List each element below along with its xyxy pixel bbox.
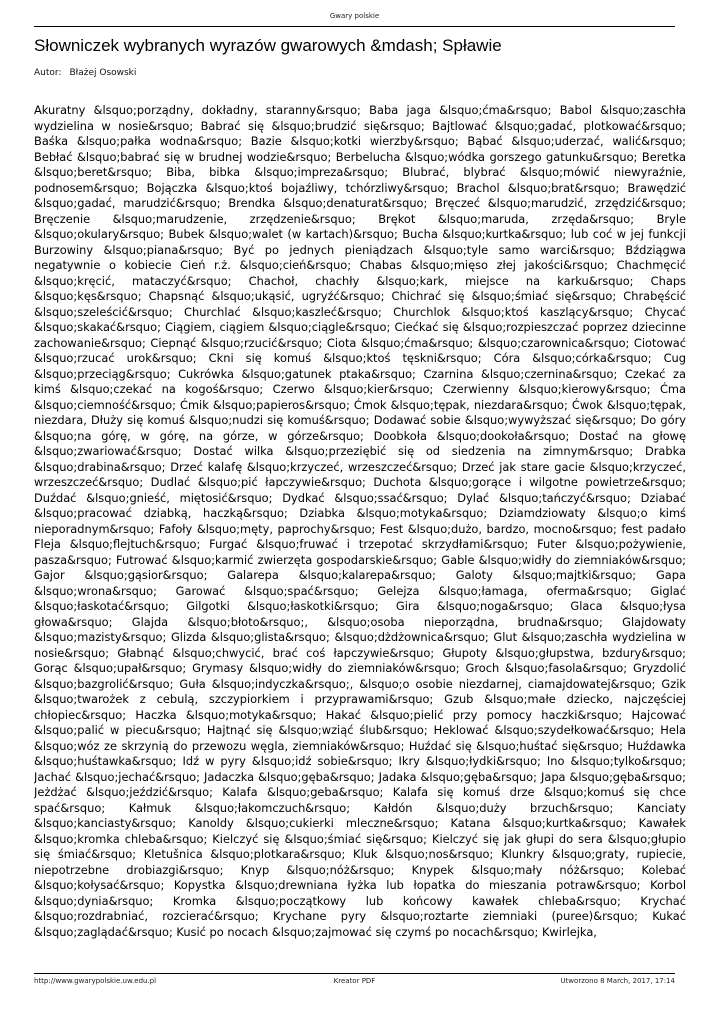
footer-divider xyxy=(34,973,675,974)
header-divider xyxy=(34,26,675,27)
footer-url-link[interactable]: http://www.gwarypolskie.uw.edu.pl xyxy=(34,977,157,985)
running-header: Gwary polskie xyxy=(329,12,380,20)
page-footer xyxy=(34,977,675,989)
page-title: Słowniczek wybranych wyrazów gwarowych &mdash; Spławie xyxy=(34,36,502,55)
footer-generator: Kreator PDF xyxy=(333,977,376,985)
glossary-body: Akuratny &lsquo;porządny, dokładny, staranny&rsquo; Baba jaga &lsquo;ćma&rsquo; Babol &lsquo;zaschła wydzielina w nosie&rsquo; Babrać się &lsquo;brudzić się&rsquo; Bajtlować &lsquo;gadać, plotkować&rsquo; Baśka &lsquo;pałka wodna&rsquo; Bazie &lsquo;kotki wierzby&rsquo; Bąbać &lsquo;uderzać, walić&rsquo; Bebłać &lsquo;babrać się w brudnej wodzie&rsquo; Berbelucha &lsquo;wódka gorszego gatunku&rsquo; Beretka &lsquo;beret&rsquo; Biba, bibka &lsquo;impreza&rsquo; Blubrać, blybrać &lsquo;mówić niewyraźnie, podnosem&rsquo; Bojączka &lsquo;ktoś bojaźliwy, tchórzliwy&rsquo; Brachol &lsquo;brat&rsquo; Brawędzić &lsquo;gadać, marudzić&rsquo; Brendka &lsquo;denaturat&rsquo; Bręczeć &lsquo;marudzić, zrzędzić&rsquo; Bręczenie &lsquo;marudzenie, zrzędzenie&rsquo; Brękot &lsquo;maruda, zrzęda&rsquo; Bryle &lsquo;okulary&rsquo; Bubek &lsquo;walet (w kartach)&rsquo; Bucha &lsquo;kurtka&rsquo; lub coć w jej funkcji Burzowiny &lsquo;piana&rsquo; Być po jednych pieniądzach &lsquo;tyle samo warci&rsquo; Bździągwa negatywnie o kobiecie Cień r.ż. &lsquo;cień&rsquo; Chabas &lsquo;mięso złej jakości&rsquo; Chachmęcić &lsquo;kręcić, mataczyć&rsquo; Chachoł, chachły &lsquo;kark, miejsce na karku&rsquo; Chaps &lsquo;kęs&rsquo; Chapsnąć &lsquo;ukąsić, ugryźć&rsquo; Chichrać się &lsquo;śmiać się&rsquo; Chrabęścić &lsquo;szeleścić&rsquo; Churchlać &lsquo;kaszleć&rsquo; Churchlok &lsquo;ktoś kaszlący&rsquo; Chycać &lsquo;skakać&rsquo; Ciągiem, ciągiem &lsquo;ciągle&rsquo; Ciećkać się &lsquo;rozpieszczać poprzez dziecinne zachowanie&rsquo; Ciepnąć &lsquo;rzucić&rsquo; Ciota &lsquo;ćma&rsquo; &lsquo;czarownica&rsquo; Ciotować &lsquo;rzucać urok&rsquo; Ckni się komuś &lsquo;ktoś tęskni&rsquo; Córa &lsquo;córka&rsquo; Cug &lsquo;przeciąg&rsquo; Cukrówka &lsquo;gatunek ptaka&rsquo; Czarnina &lsquo;czernina&rsquo; Czekać za kimś &lsquo;czekać na kogoś&rsquo; Czerwo &lsquo;kier&rsquo; Czerwienny &lsquo;kierowy&rsquo; Ćma &lsquo;ciemność&rsquo; Ćmik &lsquo;papieros&rsquo; Ćmok &lsquo;tępak, niezdara&rsquo; Ćwok &lsquo;tępak, niezdara, Dłuży się komuś &lsquo;nudzi się komuś&rsquo; Dodawać sobie &lsquo;wywyższać się&rsquo; Do góry &lsquo;na górę, w górę, na górze, w górze&rsquo; Doobkoła &lsquo;dookoła&rsquo; Dostać na głowę &lsquo;zwariować&rsquo; Dostać wilka &lsquo;przeziębić się od siedzenia na zimnym&rsquo; Drabka &lsquo;drabina&rsquo; Drzeć kalafę &lsquo;krzyczeć, wrzeszczeć&rsquo; Drzeć jak stare gacie &lsquo;krzyczeć, wrzeszczeć&rsquo; Dudlać &lsquo;pić łapczywie&rsquo; Duchota &lsquo;gorące i wilgotne powietrze&rsquo; Duźdać &lsquo;gnieść, miętosić&rsquo; Dydkać &lsquo;ssać&rsquo; Dylać &lsquo;tańczyć&rsquo; Dziabać &lsquo;pracować dziabką, haczką&rsquo; Dziabka &lsquo;motyka&rsquo; Dziamdziowaty &lsquo;o kimś nieporadnym&rsquo; Fafoły &lsquo;męty, paprochy&rsquo; Fest &lsquo;dużo, bardzo, mocno&rsquo; fest padało Fleja &lsquo;flejtuch&rsquo; Furgać &lsquo;fruwać i trzepotać skrzydłami&rsquo; Futer &lsquo;pożywienie, pasza&rsquo; Futrować &lsquo;karmić zwierzęta gospodarskie&rsquo; Gable &lsquo;widły do ziemniaków&rsquo; Gajor &lsquo;gąsior&rsquo; Galarepa &lsquo;kalarepa&rsquo; Galoty &lsquo;majtki&rsquo; Gapa &lsquo;wrona&rsquo; Garować &lsquo;spać&rsquo; Gelejza &lsquo;łamaga, oferma&rsquo; Giglać &lsquo;łaskotać&rsquo; Gilgotki &lsquo;łaskotki&rsquo; Gira &lsquo;noga&rsquo; Glaca &lsquo;łysa głowa&rsquo; Glajda &lsquo;błoto&rsquo;, &lsquo;osoba nieporządna, brudna&rsquo; Glajdowaty &lsquo;mazisty&rsquo; Glizda &lsquo;glista&rsquo; &lsquo;dżdżownica&rsquo; Glut &lsquo;zaschła wydzielina w nosie&rsquo; Głabnąć &lsquo;chwycić, brać coś łapczywie&rsquo; Głupoty &lsquo;głupstwa, bzdury&rsquo; Gorąc &lsquo;upał&rsquo; Grymasy &lsquo;widły do ziemniaków&rsquo; Groch &lsquo;fasola&rsquo; Gryzdolić &lsquo;bazgrolić&rsquo; Guła &lsquo;indyczka&rsquo;, &lsquo;o osobie niezdarnej, ciamajdowatej&rsquo; Gzik &lsquo;twarożek z cebulą, szczypiorkiem i przyprawami&rsquo; Gzub &lsquo;małe dziecko, najczęściej chłopiec&rsquo; Haczka &lsquo;motyka&rsquo; Hakać &lsquo;pielić przy pomocy haczki&rsquo; Hajcować &lsquo;palić w piecu&rsquo; Hajtnąć się &lsquo;wziąć ślub&rsquo; Heklować &lsquo;szydełkować&rsquo; Hela &lsquo;wóz ze skrzynią do przewozu węgla, ziemniaków&rsquo; Huźdać się &lsquo;huśtać się&rsquo; Huźdawka &lsquo;huśtawka&rsquo; Idź w pyry &lsquo;idź sobie&rsquo; Ikry &lsquo;łydki&rsquo; Ino &lsquo;tylko&rsquo; Jachać &lsquo;jechać&rsquo; Jadaczka &lsquo;gęba&rsquo; Jadaka &lsquo;gęba&rsquo; Japa &lsquo;gęba&rsquo; Jeżdżać &lsquo;jeździć&rsquo; Kalafa &lsquo;geba&rsquo; Kalafa się komuś drze &lsquo;komuś się chce spać&rsquo; Kałmuk &lsquo;łakomczuch&rsquo; Kałdón &lsquo;duży brzuch&rsquo; Kanciaty &lsquo;kanciasty&rsquo; Kanoldy &lsquo;cukierki mleczne&rsquo; Katana &lsquo;kurtka&rsquo; Kawałek &lsquo;kromka chleba&rsquo; Kielczyć się &lsquo;śmiać się&rsquo; Kielczyć się jak głupi do sera &lsquo;głupio się śmiać&rsquo; Kletušnica &lsquo;plotkara&rsquo; Kluk &lsquo;nos&rsquo; Klunkry &lsquo;graty, rupiecie, niepotrzebne drobiazgi&rsquo; Knyp &lsquo;nóż&rsquo; Knypek &lsquo;mały nóż&rsquo; Kolebać &lsquo;kołysać&rsquo; Kopystka &lsquo;drewniana łyżka lub łopatka do mieszania potraw&rsquo; Korbol &lsquo;dynia&rsquo; Kromka &lsquo;początkowy lub końcowy kawałek chleba&rsquo; Krychać &lsquo;rozdrabniać, rozcierać&rsquo; Krychane pyry &lsquo;roztarte ziemniaki (puree)&rsquo; Kukać &lsquo;zaglądać&rsquo; Kusić po nocach &lsquo;zajmować się czymś po nocach&rsquo; Kwirlejka, xyxy=(34,103,686,939)
author-name: Błażej Osowski xyxy=(69,68,137,78)
footer-created-date: Utworzono 8 March, 2017, 17:14 xyxy=(560,977,675,985)
author-label: Autor: xyxy=(34,68,62,78)
author-line xyxy=(34,68,136,78)
